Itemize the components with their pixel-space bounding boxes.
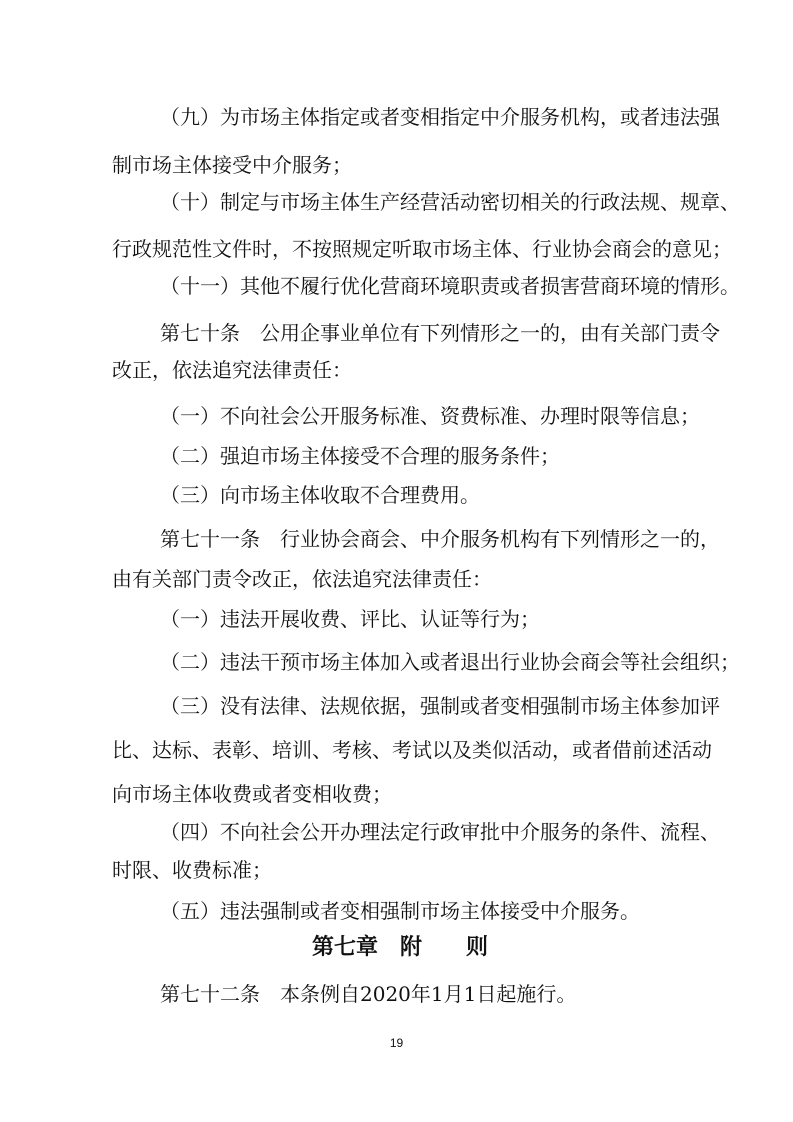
paragraph-line: 比、达标、表彰、培训、考核、考试以及类似活动，或者借前述活动	[112, 738, 712, 762]
article-71-line: 第七十一条 行业协会商会、中介服务机构有下列情形之一的，	[160, 527, 720, 551]
paragraph-line: （十）制定与市场主体生产经营活动密切相关的行政法规、规章、	[160, 190, 740, 214]
paragraph-line: （五）违法强制或者变相强制市场主体接受中介服务。	[160, 899, 640, 923]
paragraph-line: 改正，依法追究法律责任：	[112, 358, 352, 382]
paragraph-line: （一）违法开展收费、评比、认证等行为；	[160, 607, 540, 631]
paragraph-line: （十一）其他不履行优化营商环境职责或者损害营商环境的情形。	[160, 274, 740, 298]
paragraph-line: （九）为市场主体指定或者变相指定中介服务机构，或者违法强	[160, 105, 720, 129]
article-70-line: 第七十条 公用企事业单位有下列情形之一的，由有关部门责令	[160, 321, 720, 345]
paragraph-line: （一）不向社会公开服务标准、资费标准、办理时限等信息；	[160, 404, 700, 428]
article-72-line: 第七十二条 本条例自2020年1月1日起施行。	[160, 982, 577, 1006]
paragraph-line: （四）不向社会公开办理法定行政审批中介服务的条件、流程、	[160, 820, 720, 844]
page-number: 19	[389, 1036, 404, 1050]
paragraph-line: 由有关部门责令改正，依法追究法律责任：	[112, 567, 492, 591]
paragraph-line: （二）违法干预市场主体加入或者退出行业协会商会等社会组织；	[160, 650, 740, 674]
paragraph-line: （三）向市场主体收取不合理费用。	[160, 483, 480, 507]
paragraph-line: （三）没有法律、法规依据，强制或者变相强制市场主体参加评	[160, 694, 720, 718]
paragraph-line: 时限、收费标准；	[112, 858, 272, 882]
paragraph-line: （二）强迫市场主体接受不合理的服务条件；	[160, 444, 560, 468]
paragraph-line: 行政规范性文件时，不按照规定听取市场主体、行业协会商会的意见；	[112, 237, 732, 261]
chapter-title: 第七章 附 则	[311, 934, 488, 960]
paragraph-line: 向市场主体收费或者变相收费；	[112, 782, 392, 806]
paragraph-line: 制市场主体接受中介服务；	[112, 153, 352, 177]
